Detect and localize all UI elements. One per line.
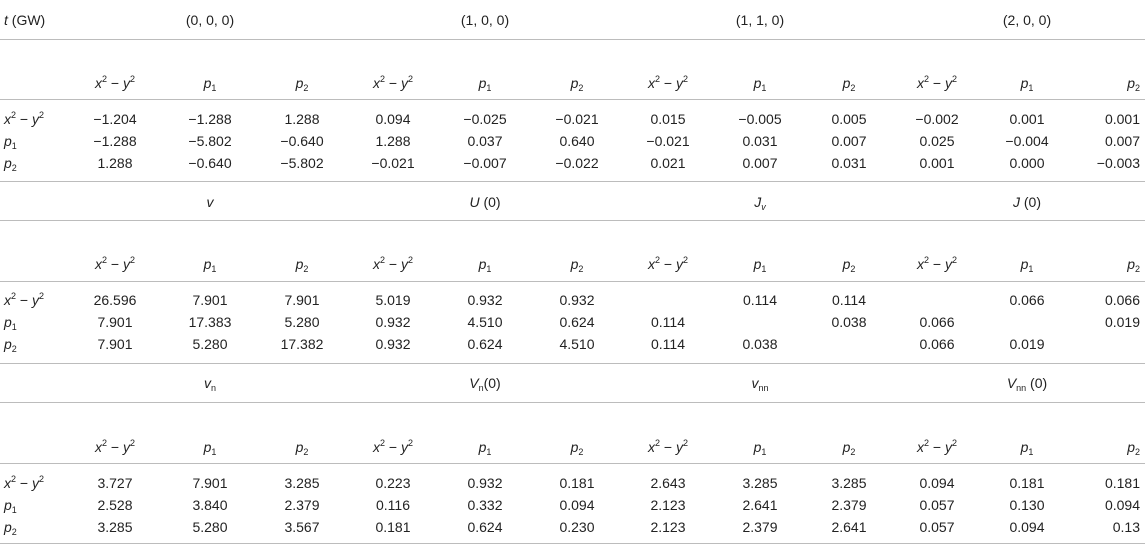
table-cell: 3.285 xyxy=(97,519,133,535)
group-title: (1, 0, 0) xyxy=(460,12,510,28)
table-cell: 7.901 xyxy=(284,292,320,308)
group-title: J (0) xyxy=(1013,194,1041,210)
table-cell: 0.057 xyxy=(919,497,955,513)
table-cell: −0.021 xyxy=(371,155,415,171)
group-title: v xyxy=(206,194,214,210)
table-cell: 5.280 xyxy=(284,314,320,330)
column-header: $x^2 - y^2$ xyxy=(373,255,413,272)
row-label: $p_1$ xyxy=(4,497,17,515)
table-cell: 2.641 xyxy=(742,497,778,513)
table-row xyxy=(0,290,1145,310)
column-header: $x^2 - y^2$ xyxy=(373,74,413,91)
table-cell: 0.116 xyxy=(376,497,410,513)
table-cell: 0.021 xyxy=(650,155,686,171)
table-cell: 7.901 xyxy=(192,292,228,308)
column-header: $p_2$ xyxy=(570,439,584,457)
column-header: $p_1$ xyxy=(753,75,767,93)
column-header: $p_2$ xyxy=(295,256,309,274)
table-cell: 3.840 xyxy=(192,497,228,513)
table-cell: 3.567 xyxy=(284,519,320,535)
table-cell: 0.094 xyxy=(1009,519,1045,535)
table-cell: −0.003 xyxy=(1096,155,1140,171)
row-label: $x^2 - y^2$ xyxy=(4,474,44,491)
table-cell: 0.932 xyxy=(467,475,503,491)
column-header-row xyxy=(0,437,1145,457)
table-cell xyxy=(804,334,894,354)
table-cell: 0.057 xyxy=(919,519,955,535)
table-cell: 3.285 xyxy=(284,475,320,491)
column-header: $p_2$ xyxy=(1127,439,1140,457)
column-header: $p_1$ xyxy=(1020,75,1034,93)
row-label: $p_2$ xyxy=(4,519,17,537)
table-cell: 0.114 xyxy=(651,336,685,352)
table-cell xyxy=(982,312,1072,332)
table-cell: 0.181 xyxy=(1009,475,1045,491)
table-cell xyxy=(1070,334,1140,354)
group-title-row xyxy=(0,192,1145,212)
table-cell: 0.130 xyxy=(1009,497,1045,513)
column-header: $p_2$ xyxy=(1127,256,1140,274)
table-cell: 0.932 xyxy=(559,292,595,308)
table-cell xyxy=(892,290,982,310)
column-header-row xyxy=(0,254,1145,274)
table-cell: 0.066 xyxy=(1009,292,1045,308)
table-row xyxy=(0,131,1145,151)
table-cell: 3.285 xyxy=(831,475,867,491)
column-header: $x^2 - y^2$ xyxy=(95,74,135,91)
table-cell: 0.031 xyxy=(742,133,778,149)
table-cell: 0.066 xyxy=(1104,292,1140,308)
group-title: (1, 1, 0) xyxy=(735,12,785,28)
table-cell: 7.901 xyxy=(97,336,133,352)
table-cell: 1.288 xyxy=(284,111,320,127)
table-cell: 5.280 xyxy=(192,519,228,535)
table-cell: 2.641 xyxy=(831,519,867,535)
table-row xyxy=(0,312,1145,332)
column-header: $p_1$ xyxy=(753,439,767,457)
column-header: $p_1$ xyxy=(478,75,492,93)
table-cell: 0.037 xyxy=(467,133,503,149)
table-cell: 5.019 xyxy=(375,292,411,308)
table-cell: 0.332 xyxy=(467,497,503,513)
group-title-row xyxy=(0,373,1145,393)
row-label: $p_2$ xyxy=(4,155,17,173)
table-cell: 0.181 xyxy=(1104,475,1140,491)
table-cell: 0.181 xyxy=(559,475,595,491)
table-rule xyxy=(0,181,1145,182)
column-header: $p_2$ xyxy=(295,439,309,457)
column-header: $p_2$ xyxy=(842,75,856,93)
table-cell: 0.640 xyxy=(559,133,595,149)
table-cell: 0.094 xyxy=(1104,497,1140,513)
group-title: $V_{nn}$ (0) xyxy=(1006,375,1048,393)
table-row xyxy=(0,334,1145,354)
row-label: $p_2$ xyxy=(4,336,17,354)
table-row xyxy=(0,109,1145,129)
group-title: $v_{nn}$ xyxy=(751,375,769,393)
table-cell: 26.596 xyxy=(93,292,137,308)
table-cell: 0.001 xyxy=(1104,111,1140,127)
table-cell: 17.382 xyxy=(280,336,324,352)
group-title-row xyxy=(0,10,1145,30)
table-cell: 0.13 xyxy=(1112,519,1140,535)
column-header: $p_1$ xyxy=(753,256,767,274)
group-title: $V_n(0)$ xyxy=(469,375,501,393)
table-cell: 0.066 xyxy=(919,314,955,330)
table-cell: 0.038 xyxy=(831,314,867,330)
table-cell: −5.802 xyxy=(280,155,324,171)
table-rule xyxy=(0,39,1145,40)
table-cell: 0.114 xyxy=(743,292,777,308)
group-title: $v_n$ xyxy=(203,375,216,393)
table-cell: 0.094 xyxy=(375,111,411,127)
table-cell: 0.007 xyxy=(831,133,867,149)
column-header: $p_2$ xyxy=(1127,75,1140,93)
table-cell: 0.031 xyxy=(831,155,867,171)
table-cell: 0.094 xyxy=(559,497,595,513)
table-cell: 0.005 xyxy=(831,111,867,127)
table-cell: 5.280 xyxy=(192,336,228,352)
table-cell: 3.727 xyxy=(97,475,133,491)
table-cell: −0.004 xyxy=(1005,133,1049,149)
table-rule xyxy=(0,220,1145,221)
table-cell: 0.181 xyxy=(375,519,411,535)
table-cell: −1.288 xyxy=(93,133,137,149)
table-cell: −1.204 xyxy=(93,111,137,127)
table-cell: −0.022 xyxy=(555,155,599,171)
row-label: $p_1$ xyxy=(4,314,17,332)
table-cell: 2.379 xyxy=(284,497,320,513)
column-header: $p_1$ xyxy=(1020,439,1034,457)
table-cell: 2.379 xyxy=(831,497,867,513)
table-cell xyxy=(715,312,805,332)
table-cell: 2.123 xyxy=(650,519,686,535)
table-rule xyxy=(0,543,1145,544)
column-header: $p_2$ xyxy=(570,75,584,93)
table-cell: 3.285 xyxy=(742,475,778,491)
header-label: t (GW) xyxy=(4,12,46,28)
table-rule xyxy=(0,463,1145,464)
group-title: $J_v$ xyxy=(754,194,766,212)
table-cell: 7.901 xyxy=(97,314,133,330)
table-cell: 0.025 xyxy=(919,133,955,149)
table-cell: 2.379 xyxy=(742,519,778,535)
table-cell: 17.383 xyxy=(188,314,232,330)
table-cell: 7.901 xyxy=(192,475,228,491)
table-cell: −1.288 xyxy=(188,111,232,127)
table-rule xyxy=(0,363,1145,364)
table-cell: 0.114 xyxy=(651,314,685,330)
table-cell: 0.001 xyxy=(919,155,955,171)
table-cell: 4.510 xyxy=(559,336,595,352)
table-cell: 0.001 xyxy=(1009,111,1045,127)
table-cell: 0.230 xyxy=(559,519,595,535)
column-header: $p_2$ xyxy=(570,256,584,274)
table-row xyxy=(0,495,1145,515)
table-cell: −0.640 xyxy=(280,133,324,149)
table-cell: −0.005 xyxy=(738,111,782,127)
table-cell: −0.025 xyxy=(463,111,507,127)
group-title: U (0) xyxy=(469,194,501,210)
table-cell: 0.094 xyxy=(919,475,955,491)
table-cell: 0.932 xyxy=(375,336,411,352)
table-row xyxy=(0,153,1145,173)
table-cell: 0.019 xyxy=(1104,314,1140,330)
table-cell: 0.007 xyxy=(742,155,778,171)
column-header: $p_1$ xyxy=(203,256,217,274)
column-header: $p_1$ xyxy=(478,439,492,457)
table-cell: 2.643 xyxy=(650,475,686,491)
table-row xyxy=(0,517,1145,537)
column-header: $p_1$ xyxy=(478,256,492,274)
table-cell: 1.288 xyxy=(375,133,411,149)
column-header: $x^2 - y^2$ xyxy=(648,74,688,91)
table-cell: 0.932 xyxy=(467,292,503,308)
table-cell: 0.932 xyxy=(375,314,411,330)
column-header-row xyxy=(0,73,1145,93)
table-cell: −0.021 xyxy=(555,111,599,127)
column-header: $p_2$ xyxy=(842,439,856,457)
table-cell: 0.624 xyxy=(559,314,595,330)
table-cell: −0.640 xyxy=(188,155,232,171)
column-header: $p_1$ xyxy=(203,439,217,457)
table-cell xyxy=(623,290,713,310)
column-header: $p_2$ xyxy=(295,75,309,93)
table-cell: 0.015 xyxy=(650,111,686,127)
table-cell: −0.021 xyxy=(646,133,690,149)
table-cell: 0.038 xyxy=(742,336,778,352)
column-header: $p_1$ xyxy=(1020,256,1034,274)
column-header: $x^2 - y^2$ xyxy=(373,438,413,455)
table-cell: 1.288 xyxy=(97,155,133,171)
group-title: (0, 0, 0) xyxy=(185,12,235,28)
column-header: $x^2 - y^2$ xyxy=(648,255,688,272)
column-header: $x^2 - y^2$ xyxy=(917,438,957,455)
table-cell: 0.624 xyxy=(467,519,503,535)
table-rule xyxy=(0,281,1145,282)
table-row xyxy=(0,473,1145,493)
column-header: $x^2 - y^2$ xyxy=(917,255,957,272)
group-title: (2, 0, 0) xyxy=(1002,12,1052,28)
table-cell: 0.223 xyxy=(375,475,411,491)
table-rule xyxy=(0,402,1145,403)
table-cell: 0.019 xyxy=(1009,336,1045,352)
table-cell: −5.802 xyxy=(188,133,232,149)
table-rule xyxy=(0,99,1145,100)
table-cell: 0.114 xyxy=(832,292,866,308)
row-label: $x^2 - y^2$ xyxy=(4,110,44,127)
table-cell: 0.007 xyxy=(1104,133,1140,149)
row-label: $x^2 - y^2$ xyxy=(4,291,44,308)
table-cell: 2.123 xyxy=(650,497,686,513)
table-cell: 2.528 xyxy=(97,497,133,513)
column-header: $x^2 - y^2$ xyxy=(95,255,135,272)
column-header: $x^2 - y^2$ xyxy=(648,438,688,455)
column-header: $x^2 - y^2$ xyxy=(95,438,135,455)
column-header: $x^2 - y^2$ xyxy=(917,74,957,91)
table-cell: 4.510 xyxy=(467,314,503,330)
column-header: $p_1$ xyxy=(203,75,217,93)
table-cell: 0.066 xyxy=(919,336,955,352)
table-cell: −0.002 xyxy=(915,111,959,127)
table-cell: −0.007 xyxy=(463,155,507,171)
row-label: $p_1$ xyxy=(4,133,17,151)
table-cell: 0.000 xyxy=(1009,155,1045,171)
column-header: $p_2$ xyxy=(842,256,856,274)
table-cell: 0.624 xyxy=(467,336,503,352)
